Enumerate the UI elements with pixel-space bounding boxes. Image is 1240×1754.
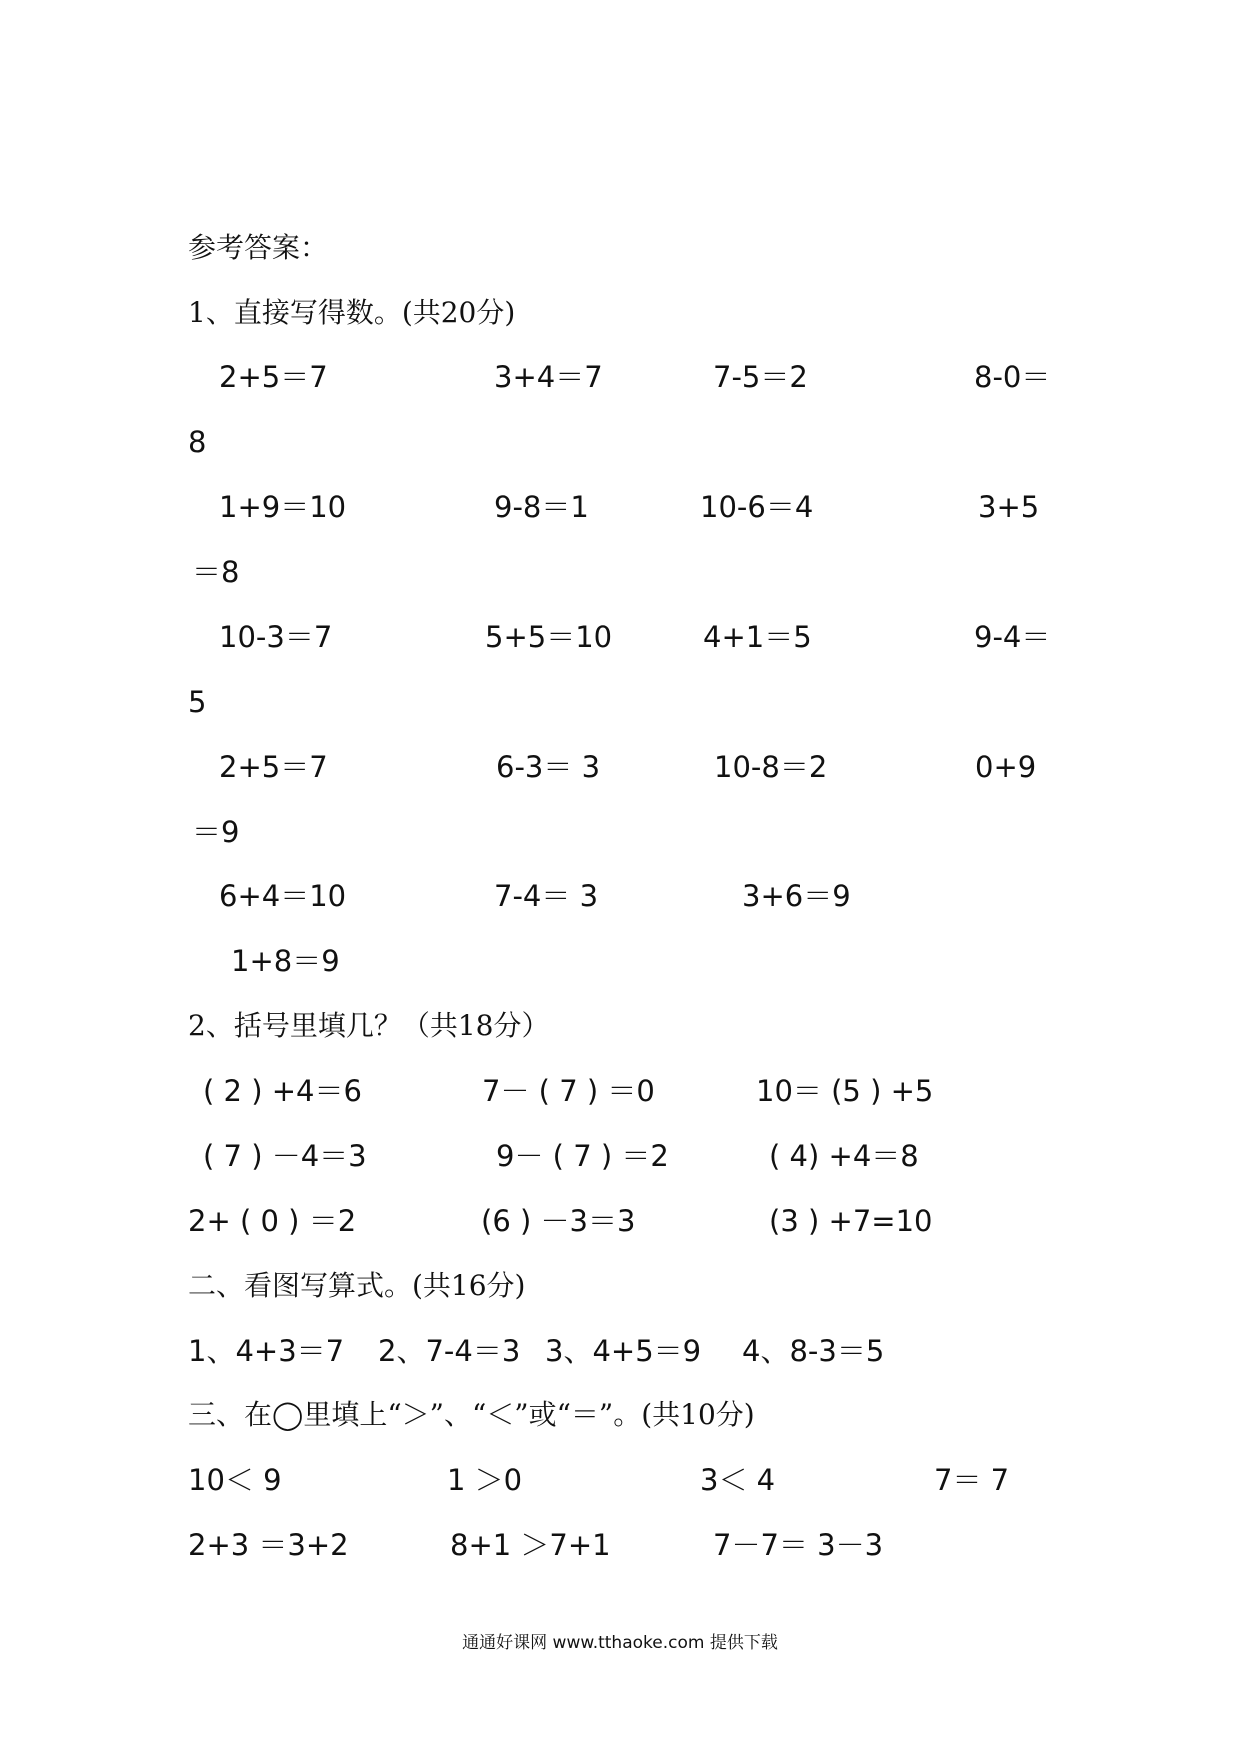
section1-row (0, 876, 1240, 916)
section1-heading: 1、直接写得数。(共20分) (188, 296, 516, 329)
section1-row-wrap (0, 682, 1240, 722)
equation: ＝9 (192, 815, 240, 849)
comparison: 3＜ 4 (700, 1463, 776, 1497)
equation: 2+ ( 0 ) ＝2 (188, 1204, 357, 1238)
equation: 1+9＝10 (219, 490, 347, 524)
section2-row (0, 1071, 1240, 1111)
equation: 1、4+3＝7 (188, 1334, 345, 1368)
section1-row-wrap (0, 422, 1240, 462)
equation: 3+5 (978, 490, 1040, 524)
equation: 6+4＝10 (219, 879, 347, 913)
comparison: 1 ＞0 (447, 1463, 523, 1497)
equation: 9-4＝ (974, 620, 1051, 654)
comparison: 8+1 ＞7+1 (450, 1528, 611, 1562)
section4-heading: 三、在◯里填上“＞”、“＜”或“＝”。(共10分) (188, 1398, 755, 1431)
equation: 3+6＝9 (742, 879, 851, 913)
equation: 9-8＝1 (494, 490, 589, 524)
equation: (3 ) +7=10 (769, 1204, 933, 1238)
equation: 10-6＝4 (700, 490, 814, 524)
equation: 1+8＝9 (231, 944, 340, 978)
equation: 4+1＝5 (703, 620, 812, 654)
equation: ＝8 (192, 555, 240, 589)
section2-row (0, 1201, 1240, 1241)
comparison: 7－7＝ 3－3 (713, 1528, 884, 1562)
section1-row (0, 357, 1240, 397)
section4-row (0, 1525, 1240, 1565)
section1-row (0, 487, 1240, 527)
equation: ( 7 ) －4＝3 (203, 1139, 367, 1173)
section1-row (0, 747, 1240, 787)
section3-row (0, 1331, 1240, 1371)
equation: 3+4＝7 (494, 360, 603, 394)
equation: 8 (188, 425, 207, 459)
equation: 7－ ( 7 ) ＝0 (482, 1074, 655, 1108)
equation: 6-3＝ 3 (496, 750, 601, 784)
equation: 10-8＝2 (714, 750, 828, 784)
comparison: 7＝ 7 (934, 1463, 1010, 1497)
equation: 7-5＝2 (713, 360, 808, 394)
equation: 0+9 (975, 750, 1037, 784)
equation: 8-0＝ (974, 360, 1051, 394)
section1-row (0, 941, 1240, 981)
equation: 10＝ (5 ) +5 (756, 1074, 934, 1108)
section3-heading: 二、看图写算式。(共16分) (188, 1269, 526, 1302)
section4-row (0, 1460, 1240, 1500)
comparison: 2+3 ＝3+2 (188, 1528, 349, 1562)
equation: 5+5＝10 (485, 620, 613, 654)
comparison: 10＜ 9 (188, 1463, 282, 1497)
page-footer: 通通好课网 www.tthaoke.com 提供下载 (462, 1633, 778, 1653)
page-title: 参考答案： (188, 231, 329, 264)
equation: 9－ ( 7 ) ＝2 (496, 1139, 669, 1173)
equation: ( 4) +4＝8 (769, 1139, 919, 1173)
equation: 5 (188, 685, 207, 719)
equation: (6 ) －3＝3 (481, 1204, 636, 1238)
equation: 10-3＝7 (219, 620, 333, 654)
equation: 2+5＝7 (219, 360, 328, 394)
equation: 4、8-3＝5 (742, 1334, 885, 1368)
section1-row-wrap (0, 812, 1240, 852)
equation: ( 2 ) +4＝6 (203, 1074, 362, 1108)
equation: 7-4＝ 3 (494, 879, 599, 913)
equation: 2、7-4＝3 (378, 1334, 521, 1368)
section2-heading: 2、括号里填几？（共18分） (188, 1009, 550, 1042)
equation: 2+5＝7 (219, 750, 328, 784)
section1-row-wrap (0, 552, 1240, 592)
section1-row (0, 617, 1240, 657)
equation: 3、4+5＝9 (545, 1334, 702, 1368)
section2-row (0, 1136, 1240, 1176)
